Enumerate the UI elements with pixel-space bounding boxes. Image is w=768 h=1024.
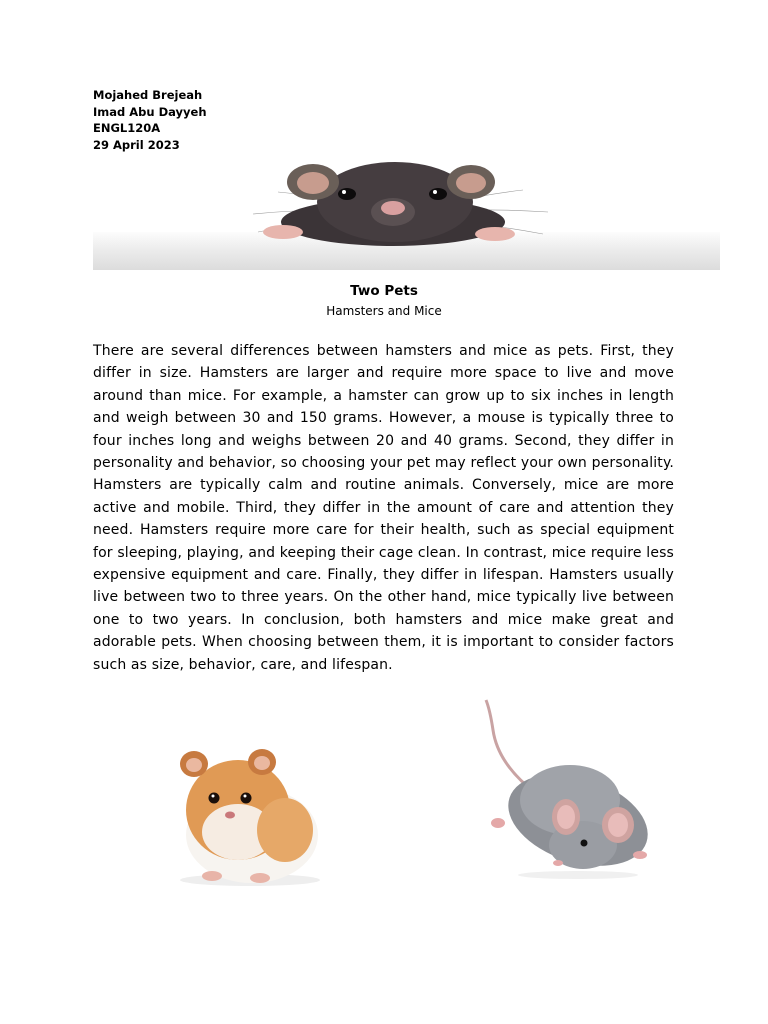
rat-illustration (93, 152, 720, 270)
author-name-2: Imad Abu Dayyeh (93, 104, 207, 119)
document-date: 29 April 2023 (93, 137, 180, 152)
rat-banner-image (93, 152, 720, 270)
author-name-1: Mojahed Brejeah (93, 88, 203, 102)
document-subtitle: Hamsters and Mice (326, 304, 442, 318)
hamster-image (160, 740, 340, 890)
course-code: ENGL120A (93, 121, 161, 135)
header-block (93, 87, 207, 153)
mouse-image (478, 695, 668, 885)
body-paragraph: There are several differences between hamsters and mice as pets. First, they differ in size. Hamsters are larger and require more space to live and move around than mice. For example, a hamster can grow up to six inches in length and weigh between 30 and 150 grams. However, a mouse is typically three to four inches long and weighs between 20 and 40 grams. Second, they differ in personality and behavior, so choosing your pet may reflect your own personality. Hamsters are typically calm and routine animals. Conversely, mice are more active and mobile. Third, they differ in the amount of care and attention they need. Hamsters require more care for their health, such as special equipment for sleeping, playing, and keeping their cage clean. In contrast, mice require less expensive equipment and care. Finally, they differ in lifespan. Hamsters usually live between two to three years. On the other hand, mice typically live between one to two years. In conclusion, both hamsters and mice make great and adorable pets. When choosing between them, it is important to consider factors such as size, behavior, care, and lifespan. (93, 343, 674, 673)
document-title: Two Pets (350, 283, 418, 299)
